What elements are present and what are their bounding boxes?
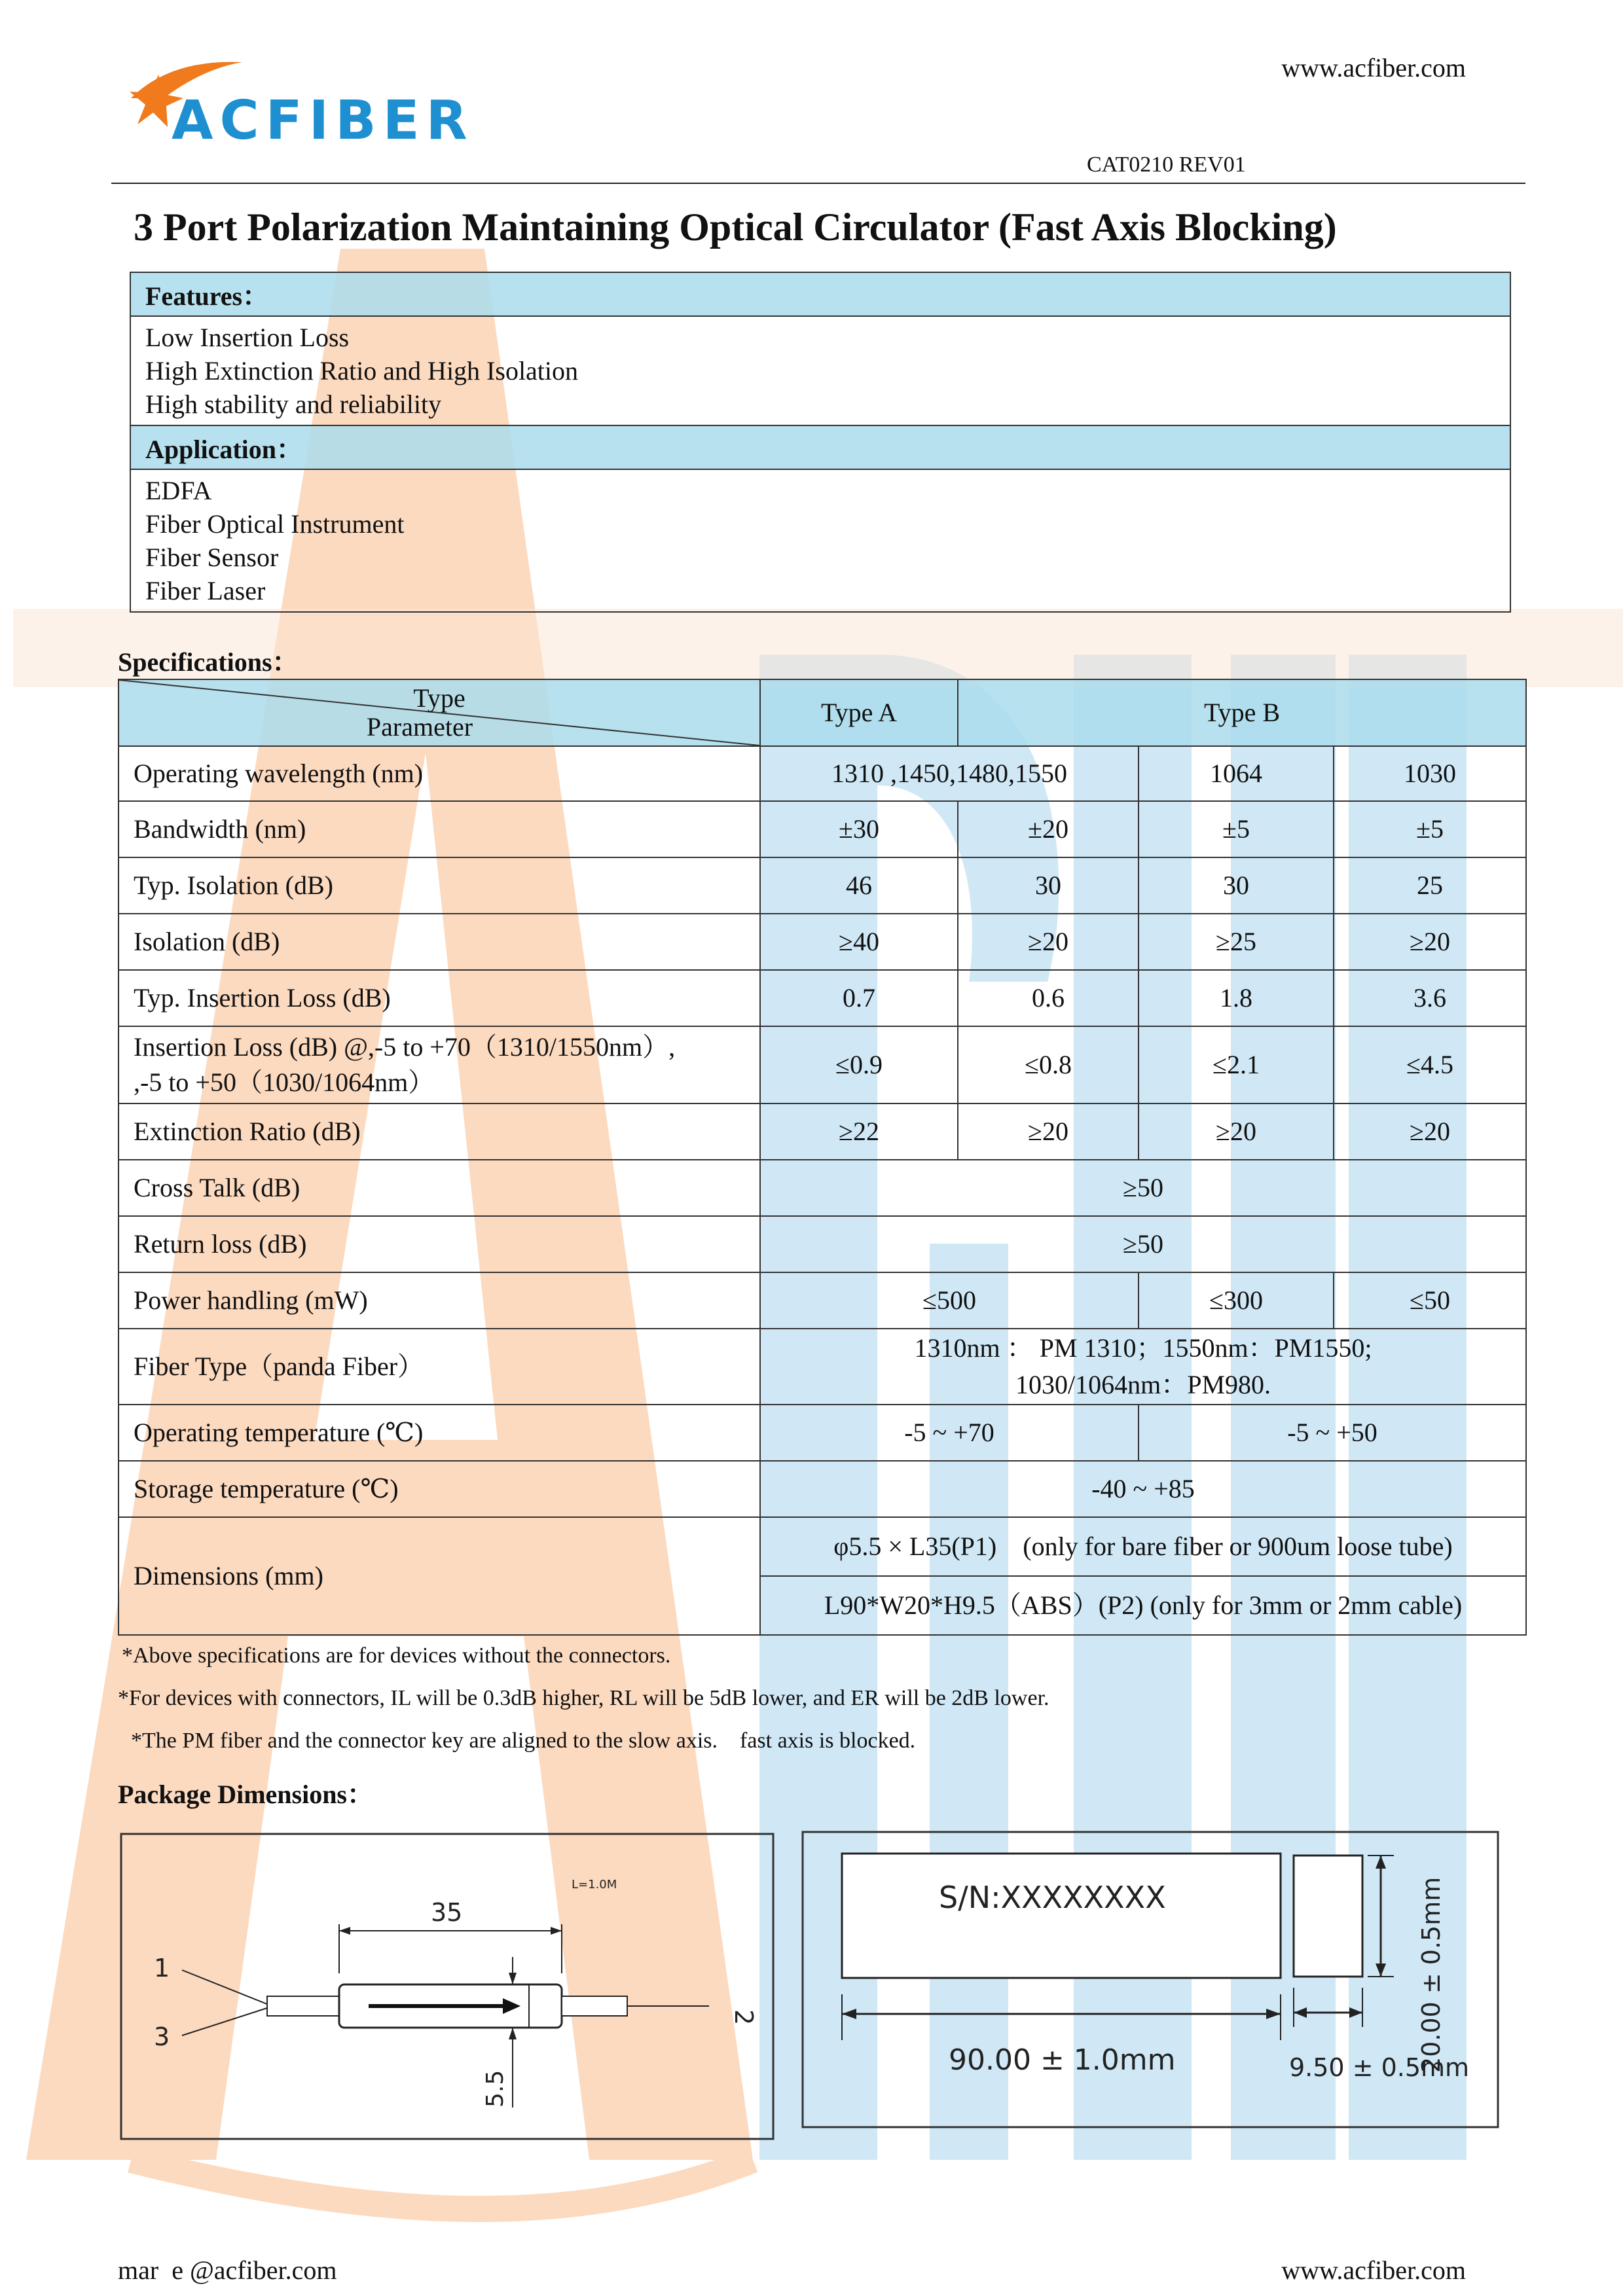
port-1-label: 1 xyxy=(154,1954,170,1982)
table-row: Operating wavelength (nm) 1310 ,1450,1480,1550 1064 1030 xyxy=(119,746,1526,801)
specifications-heading: Specifications： xyxy=(118,647,299,677)
box-width-dimension: 9.50 ± 0.5mm xyxy=(1289,2053,1470,2082)
port-2-label: 2 xyxy=(729,2009,758,2026)
table-row: Operating temperature (℃) -5 ~ +70 -5 ~ +50 xyxy=(119,1405,1526,1461)
table-row: Power handling (mW) ≤500 ≤300 ≤50 xyxy=(119,1272,1526,1329)
application-heading: Application： xyxy=(130,425,1510,469)
table-row: Isolation (dB) ≥40 ≥20 ≥25 ≥20 xyxy=(119,914,1526,970)
features-heading: Features： xyxy=(130,272,1510,316)
feature-item: High Extinction Ratio and High Isolation xyxy=(145,356,579,386)
acfiber-logo xyxy=(111,46,478,164)
box-length-dimension: 90.00 ± 1.0mm xyxy=(949,2043,1176,2077)
package-heading: Package Dimensions： xyxy=(118,1780,373,1809)
application-item: Fiber Optical Instrument xyxy=(145,509,405,539)
table-row: Dimensions (mm) φ5.5 × L35(P1) (only for bare fiber or 900um loose tube) xyxy=(119,1517,1526,1576)
port-3-label: 3 xyxy=(154,2022,170,2051)
package-drawing-p2 xyxy=(801,1831,1499,2128)
note-line: *The PM fiber and the connector key are aligned to the slow axis. fast axis is blocked. xyxy=(131,1729,916,1753)
table-row: Typ. Insertion Loss (dB) 0.7 0.6 1.8 3.6 xyxy=(119,970,1526,1026)
application-item: Fiber Laser xyxy=(145,576,266,605)
table-row: Extinction Ratio (dB) ≥22 ≥20 ≥20 ≥20 xyxy=(119,1103,1526,1160)
note-line: *Above specifications are for devices without the connectors. xyxy=(122,1643,671,1668)
application-item: Fiber Sensor xyxy=(145,543,279,572)
fiber-length-label: L=1.0M xyxy=(572,1878,617,1892)
type-a-header: Type A xyxy=(760,679,958,746)
table-row: Return loss (dB) ≥50 xyxy=(119,1216,1526,1272)
feature-item: High stability and reliability xyxy=(145,389,442,419)
specifications-table xyxy=(118,679,1527,1636)
length-dimension: 35 xyxy=(431,1898,463,1927)
spec-header-row xyxy=(119,679,1526,746)
note-line: *For devices with connectors, IL will be 0.3dB higher, RL will be 5dB lower, and ER will be 2dB lower. xyxy=(118,1686,1049,1710)
application-list xyxy=(130,469,1510,612)
table-row: L90*W20*H9.5（ABS）(P2) (only for 3mm or 2mm cable) xyxy=(119,1576,1526,1635)
features-table xyxy=(130,272,1511,613)
table-row: Storage temperature (℃) -40 ~ +85 xyxy=(119,1461,1526,1517)
footer-email[interactable]: mar e @acfiber.com xyxy=(118,2255,337,2285)
table-row: Typ. Isolation (dB) 46 30 30 25 xyxy=(119,857,1526,914)
doc-number: CAT0210 REV01 xyxy=(1087,152,1246,177)
features-list xyxy=(130,316,1510,425)
footer-website[interactable]: www.acfiber.com xyxy=(1281,2255,1466,2285)
header-website[interactable]: www.acfiber.com xyxy=(1281,53,1466,82)
page-title: 3 Port Polarization Maintaining Optical Circulator (Fast Axis Blocking) xyxy=(134,206,1337,249)
logo-text: ACFIBER xyxy=(172,90,474,152)
table-row: Fiber Type（panda Fiber） 1310nm ： PM 1310；1550nm：PM1550; 1030/1064nm：PM980. xyxy=(119,1329,1526,1405)
table-row: Insertion Loss (dB) @,-5 to +70（1310/1550nm）, ,-5 to +50（1030/1064nm） ≤0.9 ≤0.8 ≤2.1 ≤4.5 xyxy=(119,1026,1526,1103)
package-drawing-p1 xyxy=(120,1833,775,2140)
type-b-header: Type B xyxy=(958,679,1526,746)
serial-number-label: S/N:XXXXXXXX xyxy=(939,1880,1166,1915)
table-row: Bandwidth (nm) ±30 ±20 ±5 ±5 xyxy=(119,801,1526,857)
box-height-dimension: 20.00 ± 0.5mm xyxy=(1417,1876,1446,2073)
feature-item: Low Insertion Loss xyxy=(145,323,350,352)
type-parameter-corner: Type Parameter xyxy=(119,679,760,746)
diameter-dimension: 5.5 xyxy=(482,2070,509,2108)
application-item: EDFA xyxy=(145,476,212,505)
header-divider xyxy=(111,183,1525,184)
table-row: Cross Talk (dB) ≥50 xyxy=(119,1160,1526,1216)
